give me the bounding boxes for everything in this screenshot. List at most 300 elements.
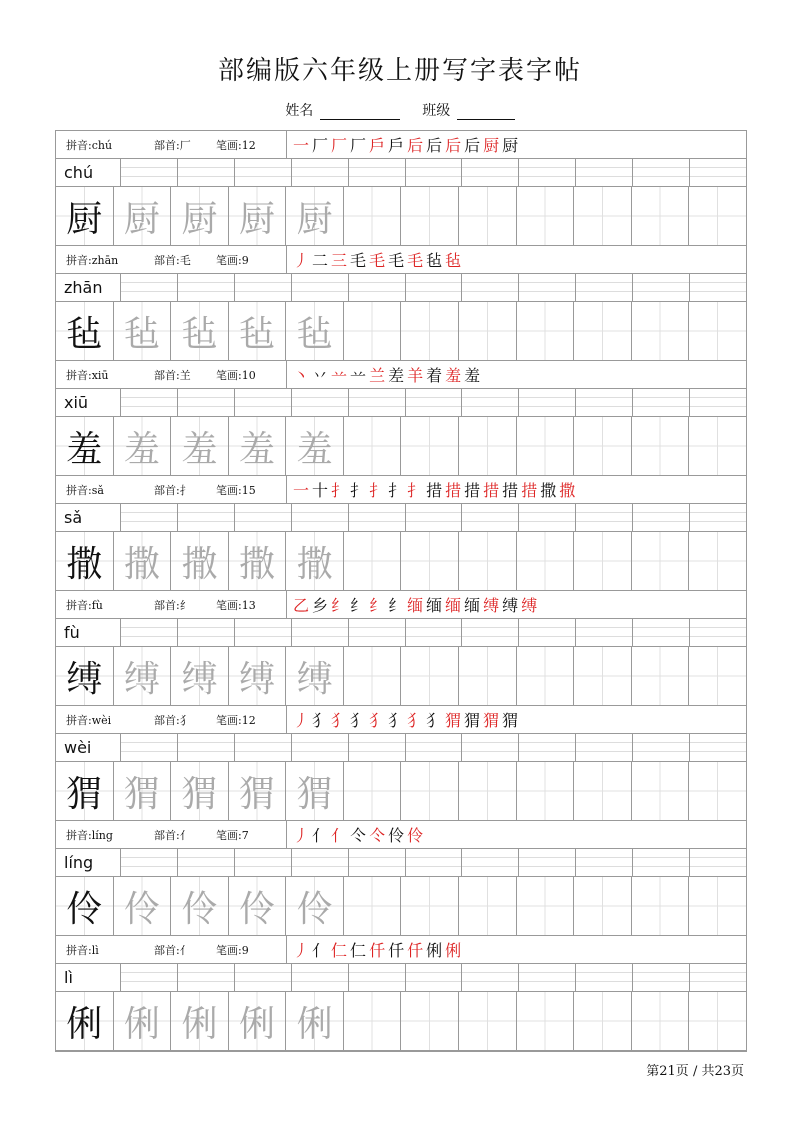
trace-character: 毡 — [181, 313, 218, 355]
stroke-step: 措 — [445, 481, 463, 500]
pinyin-text: sǎ — [56, 504, 121, 531]
stroke-step: 犭 — [331, 711, 349, 730]
blank-writing-cell[interactable] — [632, 417, 690, 475]
stroke-step: 纟 — [331, 596, 349, 615]
character-info-row — [56, 821, 746, 849]
pinyin-writing-cell[interactable] — [519, 619, 576, 646]
trace-character: 俐 — [239, 1003, 276, 1045]
blank-writing-cell[interactable] — [517, 187, 575, 245]
pinyin-writing-cell[interactable] — [576, 274, 633, 301]
pinyin-text: wèi — [56, 734, 121, 761]
trace-character: 猬 — [123, 773, 160, 815]
model-character-cell — [56, 187, 114, 245]
trace-character-cell[interactable] — [286, 532, 344, 590]
stroke-step: 犭 — [369, 711, 387, 730]
blank-writing-cell[interactable] — [459, 417, 517, 475]
trace-character: 毡 — [123, 313, 160, 355]
stroke-step: 厨 — [502, 136, 520, 155]
pinyin-writing-cell[interactable] — [519, 849, 576, 876]
pinyin-writing-cell[interactable] — [349, 734, 406, 761]
stroke-step: 亻 — [312, 826, 330, 845]
stroke-order-sequence — [287, 821, 746, 848]
character-practice-row — [56, 302, 746, 361]
blank-writing-cell[interactable] — [459, 187, 517, 245]
trace-character-cell[interactable] — [286, 877, 344, 935]
trace-character-cell[interactable] — [286, 992, 344, 1050]
blank-writing-cell[interactable] — [459, 532, 517, 590]
pinyin-writing-cell[interactable] — [633, 849, 690, 876]
radical-label: 部首:犭 — [154, 713, 191, 727]
stroke-step: 撒 — [559, 481, 577, 500]
trace-character-cell[interactable] — [171, 992, 229, 1050]
radical-label: 部首:毛 — [154, 253, 191, 267]
trace-character-cell[interactable] — [286, 762, 344, 820]
pinyin-writing-cell[interactable] — [292, 504, 349, 531]
blank-writing-cell[interactable] — [574, 417, 632, 475]
pinyin-writing-cell[interactable] — [690, 504, 746, 531]
pinyin-text: fù — [56, 619, 121, 646]
model-character: 俐 — [66, 1003, 103, 1045]
pinyin-writing-cell[interactable] — [178, 159, 235, 186]
page-number: 第21页 / 共23页 — [646, 1064, 744, 1079]
pinyin-writing-cell[interactable] — [349, 619, 406, 646]
pinyin-writing-cell[interactable] — [406, 159, 463, 186]
pinyin-writing-cell[interactable] — [576, 734, 633, 761]
trace-character-cell[interactable] — [229, 992, 287, 1050]
stroke-step: 亻 — [312, 941, 330, 960]
blank-writing-cell[interactable] — [689, 187, 746, 245]
pinyin-label: 拼音:sǎ — [66, 483, 104, 497]
trace-character-cell[interactable] — [286, 647, 344, 705]
pinyin-writing-cell[interactable] — [519, 734, 576, 761]
pinyin-writing-cell[interactable] — [178, 389, 235, 416]
radical-label: 部首:亻 — [154, 828, 191, 842]
pinyin-writing-cell[interactable] — [178, 964, 235, 991]
blank-writing-cell[interactable] — [344, 532, 402, 590]
pinyin-writing-cell[interactable] — [178, 504, 235, 531]
model-character: 缚 — [66, 658, 103, 700]
character-practice-row — [56, 187, 746, 246]
trace-character-cell[interactable] — [171, 532, 229, 590]
stroke-count-label: 笔画:10 — [216, 368, 256, 382]
stroke-step: 丶 — [293, 366, 311, 385]
trace-character: 羞 — [296, 428, 333, 470]
model-character: 毡 — [66, 313, 103, 355]
trace-character-cell[interactable] — [114, 532, 172, 590]
trace-character: 缚 — [296, 658, 333, 700]
pinyin-writing-cell[interactable] — [292, 159, 349, 186]
blank-writing-cell[interactable] — [459, 302, 517, 360]
model-character: 撒 — [66, 543, 103, 585]
pinyin-writing-cell[interactable] — [121, 274, 178, 301]
trace-character: 伶 — [296, 888, 333, 930]
pinyin-writing-cell[interactable] — [235, 159, 292, 186]
pinyin-writing-cell[interactable] — [406, 619, 463, 646]
pinyin-writing-cell[interactable] — [690, 849, 746, 876]
stroke-step: 乙 — [293, 596, 311, 615]
pinyin-label: 拼音:xiū — [66, 368, 109, 382]
pinyin-writing-cell[interactable] — [121, 964, 178, 991]
stroke-step: 厨 — [483, 136, 501, 155]
trace-character: 俐 — [296, 1003, 333, 1045]
pinyin-writing-cell[interactable] — [292, 619, 349, 646]
trace-character-cell[interactable] — [229, 302, 287, 360]
stroke-step: 措 — [483, 481, 501, 500]
stroke-step: 毡 — [445, 251, 463, 270]
blank-writing-cell[interactable] — [574, 187, 632, 245]
blank-writing-cell[interactable] — [632, 187, 690, 245]
stroke-count-label: 笔画:15 — [216, 483, 256, 497]
name-blank[interactable] — [320, 104, 400, 120]
stroke-step: 一 — [293, 136, 311, 155]
pinyin-writing-cell[interactable] — [633, 619, 690, 646]
trace-character-cell[interactable] — [229, 647, 287, 705]
blank-writing-cell[interactable] — [344, 762, 402, 820]
trace-character-cell[interactable] — [171, 417, 229, 475]
pinyin-writing-cell[interactable] — [633, 734, 690, 761]
pinyin-writing-cell[interactable] — [519, 504, 576, 531]
pinyin-writing-cell[interactable] — [690, 159, 746, 186]
blank-writing-cell[interactable] — [632, 647, 690, 705]
blank-writing-cell[interactable] — [689, 302, 746, 360]
blank-writing-cell[interactable] — [344, 187, 402, 245]
blank-writing-cell[interactable] — [632, 992, 690, 1050]
trace-character-cell[interactable] — [229, 877, 287, 935]
character-meta — [56, 476, 287, 503]
character-info-row — [56, 131, 746, 159]
blank-writing-cell[interactable] — [344, 302, 402, 360]
blank-writing-cell[interactable] — [632, 532, 690, 590]
pinyin-writing-cell[interactable] — [462, 274, 519, 301]
character-block — [56, 936, 746, 1051]
stroke-step: 差 — [388, 366, 406, 385]
pinyin-writing-cell[interactable] — [462, 964, 519, 991]
blank-writing-cell[interactable] — [344, 877, 402, 935]
pinyin-writing-cell[interactable] — [633, 159, 690, 186]
trace-character: 厨 — [239, 198, 276, 240]
character-block — [56, 476, 746, 591]
pinyin-writing-cell[interactable] — [462, 619, 519, 646]
character-block — [56, 821, 746, 936]
blank-writing-cell[interactable] — [632, 762, 690, 820]
stroke-step: 扌 — [350, 481, 368, 500]
stroke-step: 缅 — [464, 596, 482, 615]
stroke-step: 厂 — [331, 136, 349, 155]
blank-writing-cell[interactable] — [401, 187, 459, 245]
pinyin-writing-cell[interactable] — [406, 734, 463, 761]
stroke-step: 纟 — [350, 596, 368, 615]
pinyin-practice-row — [56, 619, 746, 647]
character-block — [56, 131, 746, 246]
trace-character: 猬 — [239, 773, 276, 815]
stroke-step: 䒑 — [331, 366, 349, 385]
character-info-row — [56, 706, 746, 734]
pinyin-writing-cell[interactable] — [121, 619, 178, 646]
trace-character-cell[interactable] — [229, 762, 287, 820]
pinyin-writing-cell[interactable] — [406, 964, 463, 991]
blank-writing-cell[interactable] — [689, 762, 746, 820]
stroke-step: 措 — [502, 481, 520, 500]
model-character: 猬 — [66, 773, 103, 815]
pinyin-writing-cell[interactable] — [235, 849, 292, 876]
pinyin-writing-cell[interactable] — [178, 619, 235, 646]
stroke-step: 兰 — [369, 366, 387, 385]
pinyin-writing-cell[interactable] — [576, 389, 633, 416]
stroke-step: 缅 — [445, 596, 463, 615]
pinyin-writing-cell[interactable] — [633, 274, 690, 301]
stroke-step: 犭 — [426, 711, 444, 730]
pinyin-writing-cell[interactable] — [235, 734, 292, 761]
blank-writing-cell[interactable] — [459, 647, 517, 705]
trace-character-cell[interactable] — [114, 647, 172, 705]
class-blank[interactable] — [457, 104, 515, 120]
stroke-step: 俐 — [426, 941, 444, 960]
pinyin-writing-cell[interactable] — [349, 159, 406, 186]
blank-writing-cell[interactable] — [574, 877, 632, 935]
radical-label: 部首:亻 — [154, 943, 191, 957]
blank-writing-cell[interactable] — [517, 992, 575, 1050]
pinyin-writing-cell[interactable] — [235, 619, 292, 646]
pinyin-writing-cell[interactable] — [633, 964, 690, 991]
blank-writing-cell[interactable] — [344, 417, 402, 475]
trace-character: 伶 — [239, 888, 276, 930]
blank-writing-cell[interactable] — [689, 647, 746, 705]
pinyin-writing-cell[interactable] — [462, 159, 519, 186]
blank-writing-cell[interactable] — [401, 532, 459, 590]
trace-character-cell[interactable] — [114, 877, 172, 935]
trace-character: 伶 — [123, 888, 160, 930]
character-info-row — [56, 246, 746, 274]
pinyin-writing-cell[interactable] — [406, 389, 463, 416]
blank-writing-cell[interactable] — [401, 417, 459, 475]
pinyin-writing-cell[interactable] — [349, 964, 406, 991]
trace-character: 伶 — [181, 888, 218, 930]
pinyin-writing-cell[interactable] — [576, 964, 633, 991]
pinyin-writing-cell[interactable] — [690, 619, 746, 646]
blank-writing-cell[interactable] — [689, 877, 746, 935]
trace-character-cell[interactable] — [171, 877, 229, 935]
pinyin-practice-row — [56, 389, 746, 417]
blank-writing-cell[interactable] — [344, 647, 402, 705]
blank-writing-cell[interactable] — [401, 762, 459, 820]
blank-writing-cell[interactable] — [401, 877, 459, 935]
character-practice-row — [56, 992, 746, 1051]
trace-character: 厨 — [296, 198, 333, 240]
trace-character-cell[interactable] — [114, 417, 172, 475]
trace-character: 羞 — [239, 428, 276, 470]
pinyin-writing-cell[interactable] — [576, 619, 633, 646]
pinyin-writing-cell[interactable] — [576, 504, 633, 531]
blank-writing-cell[interactable] — [689, 417, 746, 475]
blank-writing-cell[interactable] — [401, 302, 459, 360]
trace-character: 猬 — [181, 773, 218, 815]
pinyin-writing-cell[interactable] — [462, 389, 519, 416]
trace-character-cell[interactable] — [114, 992, 172, 1050]
stroke-count-label: 笔画:9 — [216, 253, 249, 267]
page-title: 部编版六年级上册写字表字帖 — [217, 56, 582, 86]
pinyin-writing-cell[interactable] — [690, 389, 746, 416]
blank-writing-cell[interactable] — [344, 992, 402, 1050]
pinyin-writing-cell[interactable] — [519, 159, 576, 186]
blank-writing-cell[interactable] — [401, 992, 459, 1050]
pinyin-text: lì — [56, 964, 121, 991]
pinyin-writing-cell[interactable] — [292, 734, 349, 761]
stroke-step: 猬 — [483, 711, 501, 730]
pinyin-writing-cell[interactable] — [121, 159, 178, 186]
blank-writing-cell[interactable] — [459, 877, 517, 935]
pinyin-writing-cell[interactable] — [406, 504, 463, 531]
blank-writing-cell[interactable] — [517, 417, 575, 475]
pinyin-writing-cell[interactable] — [121, 389, 178, 416]
pinyin-writing-cell[interactable] — [292, 964, 349, 991]
trace-character-cell[interactable] — [114, 762, 172, 820]
pinyin-writing-cell[interactable] — [690, 734, 746, 761]
blank-writing-cell[interactable] — [574, 992, 632, 1050]
pinyin-writing-cell[interactable] — [519, 389, 576, 416]
stroke-step: 猬 — [464, 711, 482, 730]
stroke-step: 一 — [293, 481, 311, 500]
pinyin-writing-cell[interactable] — [519, 964, 576, 991]
blank-writing-cell[interactable] — [459, 992, 517, 1050]
trace-character: 缚 — [123, 658, 160, 700]
trace-character-cell[interactable] — [286, 302, 344, 360]
character-block — [56, 591, 746, 706]
pinyin-label: 拼音:líng — [66, 828, 113, 842]
character-practice-row — [56, 417, 746, 476]
pinyin-writing-cell[interactable] — [406, 274, 463, 301]
pinyin-writing-cell[interactable] — [349, 504, 406, 531]
blank-writing-cell[interactable] — [459, 762, 517, 820]
stroke-count-label: 笔画:13 — [216, 598, 256, 612]
trace-character: 撒 — [123, 543, 160, 585]
pinyin-writing-cell[interactable] — [235, 504, 292, 531]
character-block — [56, 361, 746, 476]
stroke-step: 扌 — [369, 481, 387, 500]
trace-character-cell[interactable] — [114, 302, 172, 360]
pinyin-practice-row — [56, 274, 746, 302]
pinyin-writing-cell[interactable] — [462, 849, 519, 876]
model-character-cell — [56, 992, 114, 1050]
pinyin-practice-row — [56, 504, 746, 532]
pinyin-text: chú — [56, 159, 121, 186]
stroke-step: 犭 — [407, 711, 425, 730]
stroke-step: 仒 — [369, 826, 387, 845]
model-character-cell — [56, 877, 114, 935]
pinyin-writing-cell[interactable] — [292, 849, 349, 876]
stroke-step: 毛 — [350, 251, 368, 270]
pinyin-writing-cell[interactable] — [576, 159, 633, 186]
practice-grid — [55, 130, 747, 1052]
pinyin-writing-cell[interactable] — [349, 389, 406, 416]
trace-character-cell[interactable] — [286, 187, 344, 245]
model-character-cell — [56, 647, 114, 705]
blank-writing-cell[interactable] — [574, 532, 632, 590]
pinyin-writing-cell[interactable] — [121, 734, 178, 761]
pinyin-writing-cell[interactable] — [349, 274, 406, 301]
blank-writing-cell[interactable] — [517, 762, 575, 820]
blank-writing-cell[interactable] — [517, 647, 575, 705]
character-meta — [56, 706, 287, 733]
pinyin-writing-cell[interactable] — [178, 849, 235, 876]
pinyin-writing-cell[interactable] — [235, 964, 292, 991]
pinyin-writing-cell[interactable] — [292, 389, 349, 416]
pinyin-writing-cell[interactable] — [121, 849, 178, 876]
trace-character-cell[interactable] — [171, 302, 229, 360]
pinyin-writing-cell[interactable] — [235, 274, 292, 301]
stroke-step: 戶 — [369, 136, 387, 155]
blank-writing-cell[interactable] — [401, 647, 459, 705]
trace-character-cell[interactable] — [171, 762, 229, 820]
stroke-step: 仒 — [350, 826, 368, 845]
pinyin-writing-cell[interactable] — [178, 734, 235, 761]
model-character: 厨 — [66, 198, 103, 240]
pinyin-writing-cell[interactable] — [690, 274, 746, 301]
pinyin-writing-cell[interactable] — [235, 389, 292, 416]
pinyin-writing-cell[interactable] — [633, 504, 690, 531]
pinyin-writing-cell[interactable] — [121, 504, 178, 531]
trace-character-cell[interactable] — [286, 417, 344, 475]
stroke-step: 仁 — [331, 941, 349, 960]
stroke-step: 犭 — [312, 711, 330, 730]
pinyin-writing-cell[interactable] — [576, 849, 633, 876]
trace-character-cell[interactable] — [229, 417, 287, 475]
blank-writing-cell[interactable] — [517, 532, 575, 590]
stroke-order-sequence — [287, 476, 746, 503]
blank-writing-cell[interactable] — [574, 647, 632, 705]
pinyin-writing-cell[interactable] — [406, 849, 463, 876]
pinyin-writing-cell[interactable] — [633, 389, 690, 416]
trace-character: 撒 — [296, 543, 333, 585]
pinyin-writing-cell[interactable] — [462, 734, 519, 761]
pinyin-writing-cell[interactable] — [292, 274, 349, 301]
blank-writing-cell[interactable] — [632, 877, 690, 935]
stroke-count-label: 笔画:7 — [216, 828, 249, 842]
stroke-order-sequence — [287, 706, 746, 733]
pinyin-writing-cell[interactable] — [519, 274, 576, 301]
stroke-step: 后 — [445, 136, 463, 155]
blank-writing-cell[interactable] — [517, 877, 575, 935]
trace-character: 猬 — [296, 773, 333, 815]
blank-writing-cell[interactable] — [632, 302, 690, 360]
blank-writing-cell[interactable] — [574, 762, 632, 820]
stroke-step: 扌 — [331, 481, 349, 500]
trace-character-cell[interactable] — [171, 647, 229, 705]
trace-character-cell[interactable] — [171, 187, 229, 245]
character-practice-row — [56, 762, 746, 821]
blank-writing-cell[interactable] — [517, 302, 575, 360]
stroke-step: 乡 — [312, 596, 330, 615]
character-meta — [56, 131, 287, 158]
stroke-step: 伶 — [388, 826, 406, 845]
trace-character-cell[interactable] — [114, 187, 172, 245]
model-character-cell — [56, 762, 114, 820]
trace-character-cell[interactable] — [229, 532, 287, 590]
trace-character: 羞 — [181, 428, 218, 470]
trace-character-cell[interactable] — [229, 187, 287, 245]
character-block — [56, 706, 746, 821]
pinyin-text: líng — [56, 849, 121, 876]
pinyin-writing-cell[interactable] — [349, 849, 406, 876]
pinyin-writing-cell[interactable] — [690, 964, 746, 991]
stroke-step: 纟 — [369, 596, 387, 615]
blank-writing-cell[interactable] — [574, 302, 632, 360]
pinyin-writing-cell[interactable] — [462, 504, 519, 531]
pinyin-writing-cell[interactable] — [178, 274, 235, 301]
character-info-row — [56, 476, 746, 504]
blank-writing-cell[interactable] — [689, 532, 746, 590]
character-meta — [56, 591, 287, 618]
blank-writing-cell[interactable] — [689, 992, 746, 1050]
